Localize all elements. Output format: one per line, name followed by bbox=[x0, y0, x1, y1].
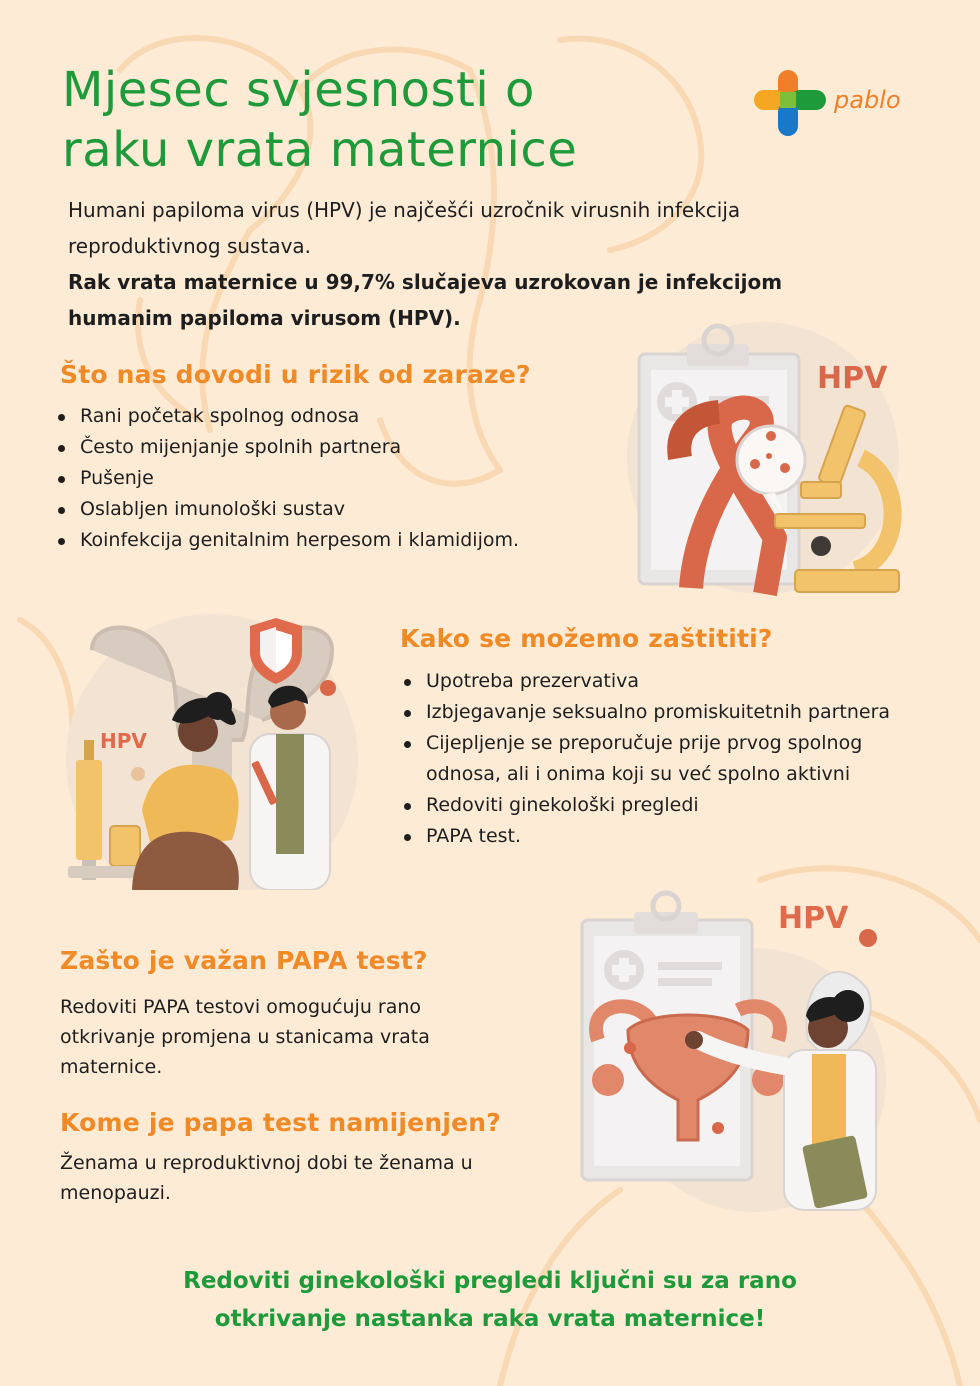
hpv-label-1: HPV bbox=[817, 361, 888, 396]
list-item: Izbjegavanje seksualno promiskuitetnih partnera bbox=[400, 697, 940, 728]
list-item: Cijepljenje se preporučuje prije prvog spolnog odnosa, ali i onima koji su već spolno aktivni bbox=[400, 728, 940, 790]
closing-line-1: Redoviti ginekološki pregledi ključni su za rano bbox=[183, 1268, 797, 1294]
hpv-ribbon-microscope-illustration bbox=[625, 318, 915, 600]
intro-bold-text: Rak vrata maternice u 99,7% slučajeva uzrokovan je infekcijom humanim papiloma virusom (HPV). bbox=[68, 270, 783, 330]
uterus-doctor-illustration bbox=[578, 890, 898, 1212]
list-item: Rani početak spolnog odnosa bbox=[54, 401, 614, 432]
papa-text: Redoviti PAPA testovi omogućuju rano otkrivanje promjena u stanicama vrata maternice. bbox=[60, 996, 430, 1078]
papa-heading: Zašto je važan PAPA test? bbox=[60, 946, 428, 975]
who-text: Ženama u reproduktivnoj dobi te ženama u menopauzi. bbox=[60, 1152, 473, 1204]
closing-line-2: otkrivanje nastanka raka vrata maternice! bbox=[214, 1306, 766, 1332]
intro-text: Humani papiloma virus (HPV) je najčešći uzročnik virusnih infekcija reproduktivnog sustava. bbox=[68, 198, 741, 258]
pablo-cross-icon bbox=[750, 66, 830, 142]
list-item: Koinfekcija genitalnim herpesom i klamidijom. bbox=[54, 525, 614, 556]
list-item: Redoviti ginekološki pregledi bbox=[400, 790, 940, 821]
intro-section bbox=[68, 192, 868, 336]
risk-heading: Što nas dovodi u rizik od zaraze? bbox=[60, 360, 531, 389]
list-item: Često mijenjanje spolnih partnera bbox=[54, 432, 614, 463]
title-line-2: raku vrata maternice bbox=[62, 122, 578, 178]
protect-list bbox=[400, 666, 940, 852]
pablo-logo[interactable] bbox=[750, 66, 920, 142]
hpv-label-3: HPV bbox=[778, 901, 849, 936]
protect-heading: Kako se možemo zaštititi? bbox=[400, 624, 773, 653]
list-item: Upotreba prezervativa bbox=[400, 666, 940, 697]
list-item: PAPA test. bbox=[400, 821, 940, 852]
logo-text: pablo bbox=[834, 86, 901, 114]
list-item: Oslabljen imunološki sustav bbox=[54, 494, 614, 525]
title-line-1: Mjesec svjesnosti o bbox=[62, 62, 535, 118]
woman-doctor-illustration bbox=[62, 610, 362, 890]
risk-list bbox=[54, 401, 614, 556]
who-heading: Kome je papa test namijenjen? bbox=[60, 1108, 501, 1137]
page-title bbox=[62, 60, 702, 180]
list-item: Pušenje bbox=[54, 463, 614, 494]
hpv-label-2: HPV bbox=[100, 729, 147, 753]
closing-statement bbox=[100, 1262, 880, 1338]
